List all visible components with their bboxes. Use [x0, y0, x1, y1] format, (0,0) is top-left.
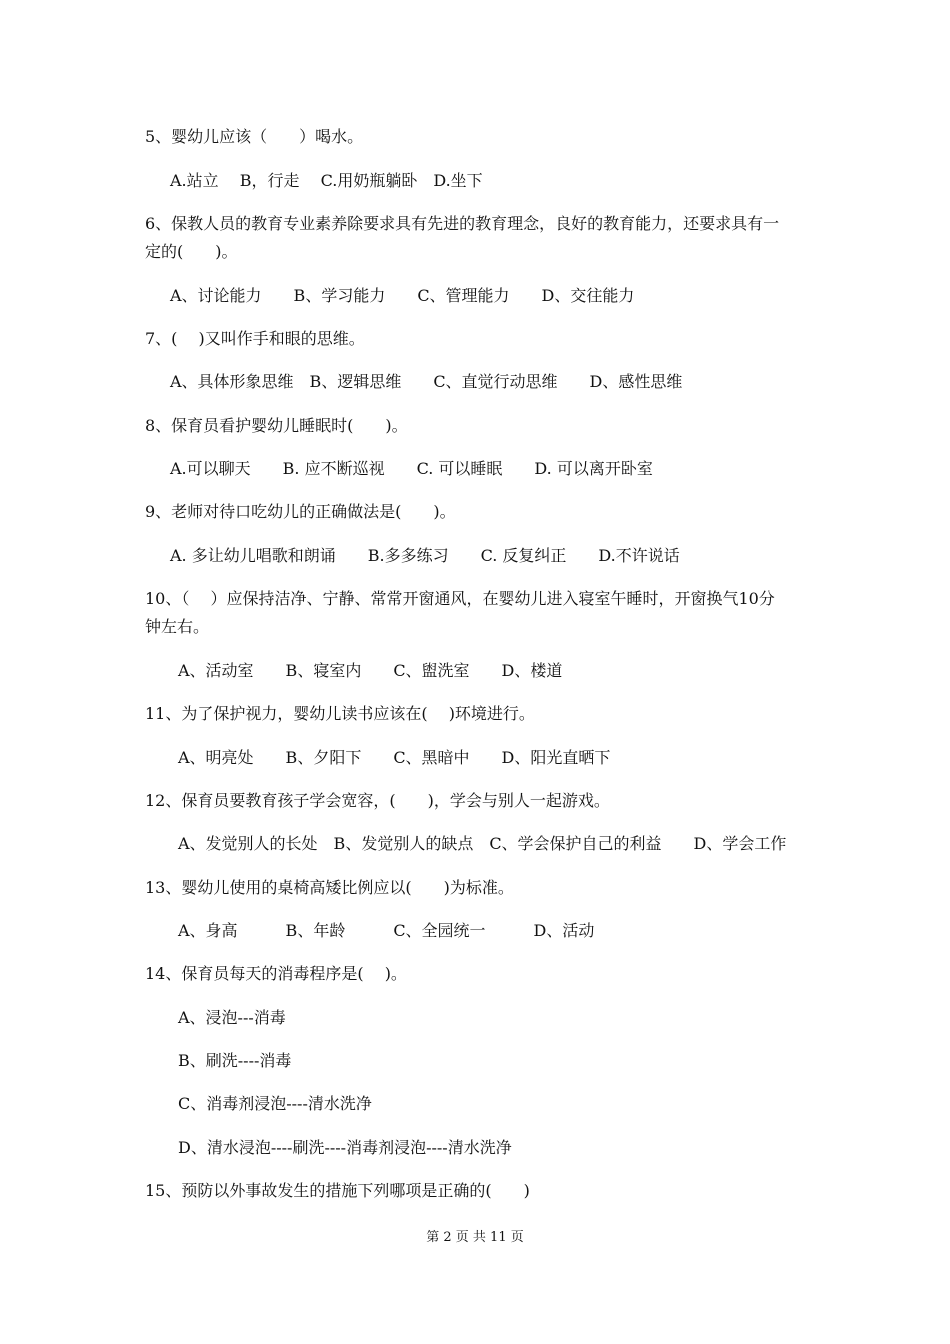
question-6-cont: 定的( )。	[145, 242, 238, 261]
question-13: 13、婴幼儿使用的桌椅高矮比例应以( )为标准。	[145, 878, 514, 897]
question-6: 6、保教人员的教育专业素养除要求具有先进的教育理念，良好的教育能力，还要求具有一	[145, 214, 780, 233]
question-11-options: A、明亮处 B、夕阳下 C、黑暗中 D、阳光直晒下	[178, 748, 611, 767]
question-11: 11、为了保护视力，婴幼儿读书应该在( )环境进行。	[145, 704, 535, 723]
page-footer: 第 2 页 共 11 页	[426, 1230, 524, 1245]
question-14: 14、保育员每天的消毒程序是( )。	[145, 964, 407, 983]
question-5: 5、婴幼儿应该（ ）喝水。	[145, 127, 364, 146]
question-14-option-b: B、刷洗----消毒	[178, 1051, 292, 1070]
question-15: 15、预防以外事故发生的措施下列哪项是正确的( )	[145, 1181, 530, 1200]
question-5-options: A.站立 B，行走 C.用奶瓶躺卧 D.坐下	[170, 171, 483, 190]
question-9-options: A. 多让幼儿唱歌和朗诵 B.多多练习 C. 反复纠正 D.不许说话	[170, 546, 680, 565]
question-8: 8、保育员看护婴幼儿睡眠时( )。	[145, 416, 408, 435]
question-13-options: A、身高 B、年龄 C、全园统一 D、活动	[178, 921, 595, 940]
question-12-options: A、发觉别人的长处 B、发觉别人的缺点 C、学会保护自己的利益 D、学会工作	[178, 834, 787, 853]
question-7-options: A、具体形象思维 B、逻辑思维 C、直觉行动思维 D、感性思维	[170, 372, 683, 391]
question-10-cont: 钟左右。	[145, 617, 210, 636]
question-10: 10、（ ）应保持洁净、宁静、常常开窗通风，在婴幼儿进入寝室午睡时，开窗换气10分	[145, 589, 775, 608]
question-7: 7、( )又叫作手和眼的思维。	[145, 329, 365, 348]
question-14-option-d: D、清水浸泡----刷洗----消毒剂浸泡----清水洗净	[178, 1138, 512, 1157]
question-9: 9、老师对待口吃幼儿的正确做法是( )。	[145, 502, 456, 521]
question-14-option-a: A、浸泡---消毒	[178, 1008, 286, 1027]
question-14-option-c: C、消毒剂浸泡----清水洗净	[178, 1094, 372, 1113]
question-10-options: A、活动室 B、寝室内 C、盥洗室 D、楼道	[178, 661, 563, 680]
question-6-options: A、讨论能力 B、学习能力 C、管理能力 D、交往能力	[170, 286, 635, 305]
question-8-options: A.可以聊天 B. 应不断巡视 C. 可以睡眠 D. 可以离开卧室	[170, 459, 653, 478]
question-12: 12、保育员要教育孩子学会宽容，( )，学会与别人一起游戏。	[145, 791, 610, 810]
